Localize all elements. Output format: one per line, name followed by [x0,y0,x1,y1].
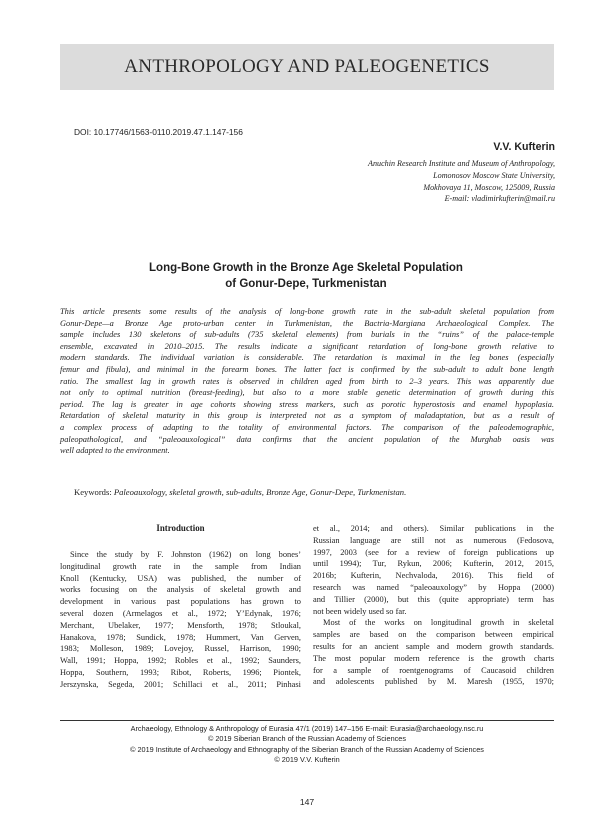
body-left-column [60,549,301,691]
section-heading-introduction: Introduction [156,523,205,533]
body-line: Hanakova, 1978; Sundick, 1978; Hummert, Van Gerven, [60,632,301,642]
body-line: and adolescents published by M. Maresh (1955, 1970; [313,677,554,687]
abstract-line: modern standards. The individual variation is considerable. The retardation is maximal in the leg bones (especially [60,353,554,363]
body-line: not been widely used so far. [313,606,407,616]
abstract-line: paleopathological, and “paleoauxological” data confirms that the ancient population of the Murghab oasis was [60,434,554,444]
body-line: 2016b; Kufterin, Nechvaloda, 2016). This field of [313,571,554,581]
footer [60,724,554,765]
body-line: et al., 2014; and others). Similar publications in the [313,524,554,533]
doi-line: DOI: 10.17746/1563-0110.2019.47.1.147-156 [74,127,243,137]
abstract-line: period. The lag is greater in age cohorts showing stress markers, such as porotic hyperostosis and enamel hypoplasia. [60,399,554,409]
body-line: 1997, 2003 (see for a review of foreign publications up [313,547,554,557]
author-affiliation [235,158,555,205]
body-line: samples are based on the comparison between empirical [313,630,554,640]
body-line: several dozen (Armelagos et al., 1972; Y’Edynak, 1976; [60,608,301,618]
keywords-label: Keywords: [74,487,112,497]
body-right-column [313,523,554,688]
abstract-line: sample includes 130 skeletons of sub-adults (735 skeletal elements) from burials in the “ruins” of the palace-temple [60,330,554,340]
footer-copyright-line: © 2019 Siberian Branch of the Russian Academy of Sciences [207,734,407,744]
body-line: The most popular modern reference is the growth charts [313,653,554,663]
title-line: of Gonur-Depe, Turkmenistan [225,277,387,290]
body-line: 1983; Molleson, 1989; Lovejoy, Russel, Harrison, 1990; [60,644,301,654]
footer-journal-line: Archaeology, Ethnology & Anthropology of Eurasia 47/1 (2019) 147–156 E-mail: Eurasia@archaeology.nsc.ru [130,724,484,733]
body-line: Hoppa, Southern, 1993; Ribot, Roberts, 1996; Piontek, [60,667,301,677]
abstract [60,306,554,457]
body-line: Most of the works on longitudinal growth in skeletal [323,618,554,628]
abstract-line: not only to optimal nutrition (breast-feeding), but also to a more stable genetic determination of growth during this [60,388,554,398]
abstract-line: femur and fibula), and minimal in the forearm bones. The latter fact is confirmed by the sub-adult to adult bone length [60,364,554,374]
keywords-value: Paleoauxology, skeletal growth, sub-adults, Bronze Age, Gonur-Depe, Turkmenistan. [113,487,407,497]
footer-divider [60,720,554,721]
footer-copyright-line: © 2019 Institute of Archaeology and Ethnography of the Siberian Branch of the Russian Academy of Sciences [130,744,484,754]
abstract-line: Retardation of skeletal maturity in this group is interpreted not as a symptom of maladaptation, but as a result of [60,411,554,421]
abstract-line: This article presents some results of the analysis of long-bone growth rate in the sub-adult skeletal population from [60,307,554,316]
abstract-line: ensemble, excavated in 2010–2015. The results indicate a significant retardation of long-bone growth relative to [60,341,554,351]
body-line: Jerszynska, Segeda, 2001; Schillaci et al., 2011; Pinhasi [60,679,301,689]
footer-copyright-line: © 2019 V.V. Kufterin [274,754,340,764]
affiliation-line: Mokhovaya 11, Moscow, 125009, Russia [423,182,555,192]
page-number: 147 [299,797,315,807]
abstract-line: well adapted to the environment. [60,446,170,456]
article-title [80,261,532,292]
body-line: results for an ancient sample and modern growth standards. [313,641,554,651]
keywords [74,487,406,497]
body-line: until 1994); Tur, Rykun, 2006; Kufterin, 2012, 2015, [313,559,554,569]
body-line: Wall, 1991; Hoppa, 1992; Robles et al., 1992; Saunders, [60,656,301,666]
abstract-line: Gonur-Depe—a Bronze Age proto-urban center in Turkmenistan, the Bactria-Margiana Archaeological Complex. The [60,318,554,328]
body-line: works focusing on the analysis of skeletal growth and [60,585,301,595]
body-line: research was named “paleoauxology” by Hoppa (2000) [313,582,554,592]
author-name: V.V. Kufterin [493,141,555,153]
body-line: Merchant, Ubelaker, 1977; Mensforth, 1978; Stloukal, [60,620,301,630]
title-line: Long-Bone Growth in the Bronze Age Skeletal Population [149,262,463,274]
body-line: and Tillier (2000), but this (quite appropriate) term has [313,594,554,604]
section-title: ANTHROPOLOGY AND PALEOGENETICS [124,56,490,77]
abstract-line: a complex process of adapting to the totality of environmental factors. The comparison of the paleodemographic, [60,422,554,432]
body-line: development in various past populations has grown to [60,597,301,607]
author-email: E-mail: vladimirkufterin@mail.ru [444,194,555,204]
body-line: for a sample of roentgenograms of Caucasoid children [313,665,554,675]
body-line: Knoll (Kentucky, USA) was published, the number of [60,573,301,583]
body-line: Russian language are still not as numerous (Fedosova, [313,535,554,545]
abstract-line: ratio. The smallest lag in growth rates is observed in children aged from birth to 2–3 years. This was apparently due [60,376,554,386]
body-line: longitudinal growth rate in the sample from Indian [60,561,301,571]
body-line: Since the study by F. Johnston (1962) on long bones’ [70,550,301,559]
affiliation-line: Anuchin Research Institute and Museum of Anthropology, [368,159,555,168]
affiliation-line: Lomonosov Moscow State University, [433,170,555,180]
